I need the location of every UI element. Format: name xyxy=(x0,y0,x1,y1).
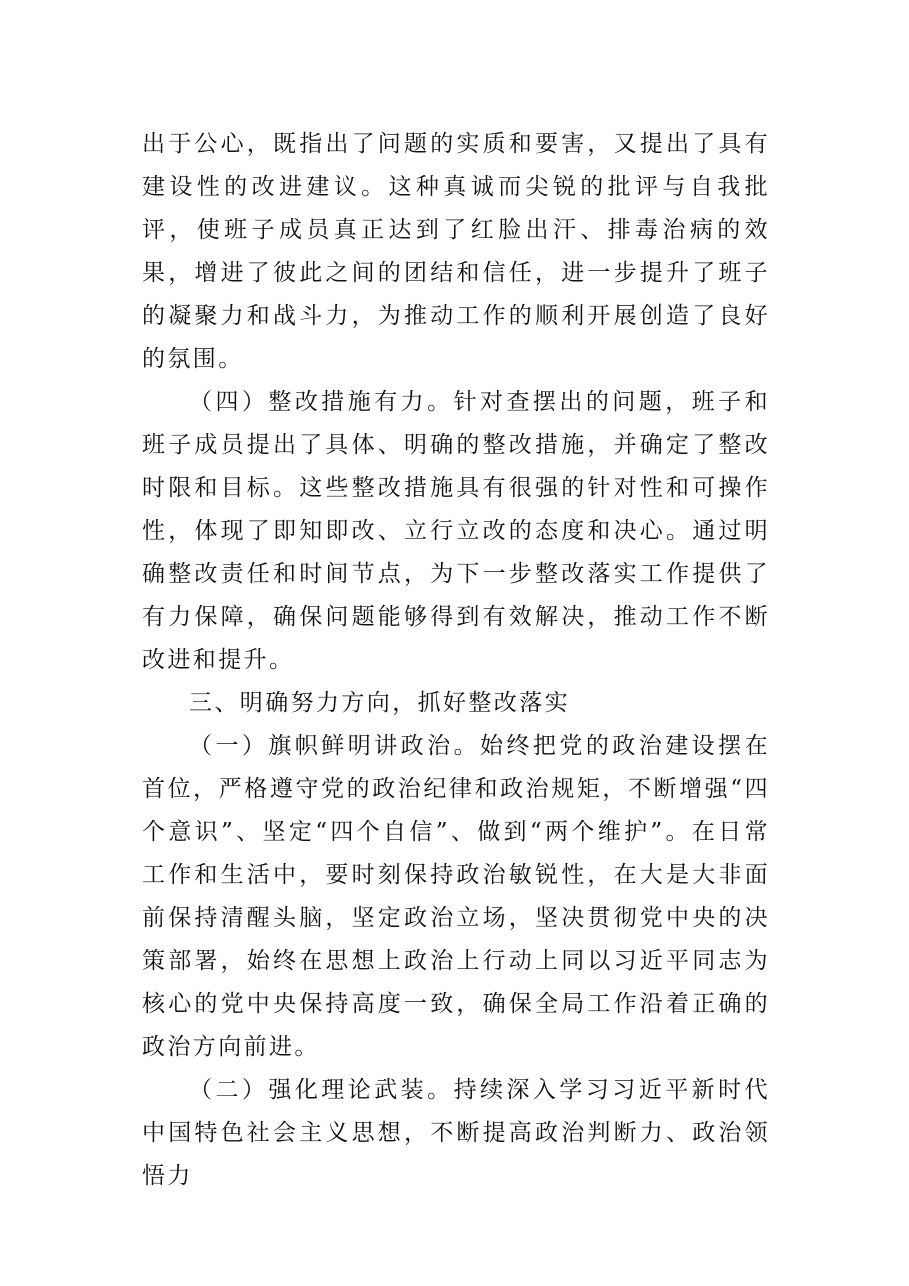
document-body xyxy=(142,123,770,1198)
paragraph-politics: （一）旗帜鲜明讲政治。始终把党的政治建设摆在首位，严格遵守党的政治纪律和政治规矩，不断增强“四个意识”、坚定“四个自信”、做到“两个维护”。在日常工作和生活中，要时刻保持政治敏锐性，在大是大非面前保持清醒头脑，坚定政治立场，坚决贯彻党中央的决策部署，始终在思想上政治上行动上同以习近平同志为核心的党中央保持高度一致，确保全局工作沿着正确的政治方向前进。 xyxy=(142,733,770,1060)
paragraph-theory: （二）强化理论武装。持续深入学习习近平新时代中国特色社会主义思想，不断提高政治判断力、政治领悟力 xyxy=(142,1077,770,1189)
paragraph-rectification-measures: （四）整改措施有力。针对查摆出的问题，班子和班子成员提出了具体、明确的整改措施，并确定了整改时限和目标。这些整改措施具有很强的针对性和可操作性，体现了即知即改、立行立改的态度和决心。通过明确整改责任和时间节点，为下一步整改落实工作提供了有力保障，确保问题能够得到有效解决，推动工作不断改进和提升。 xyxy=(142,389,770,673)
section-heading-3: 三、明确努力方向，抓好整改落实 xyxy=(189,690,570,716)
paragraph-continuation: 出于公心，既指出了问题的实质和要害，又提出了具有建设性的改进建议。这种真诚而尖锐的批评与自我批评，使班子成员真正达到了红脸出汗、排毒治病的效果，增进了彼此之间的团结和信任，进一步提升了班子的凝聚力和战斗力，为推动工作的顺利开展创造了良好的氛围。 xyxy=(142,131,770,372)
